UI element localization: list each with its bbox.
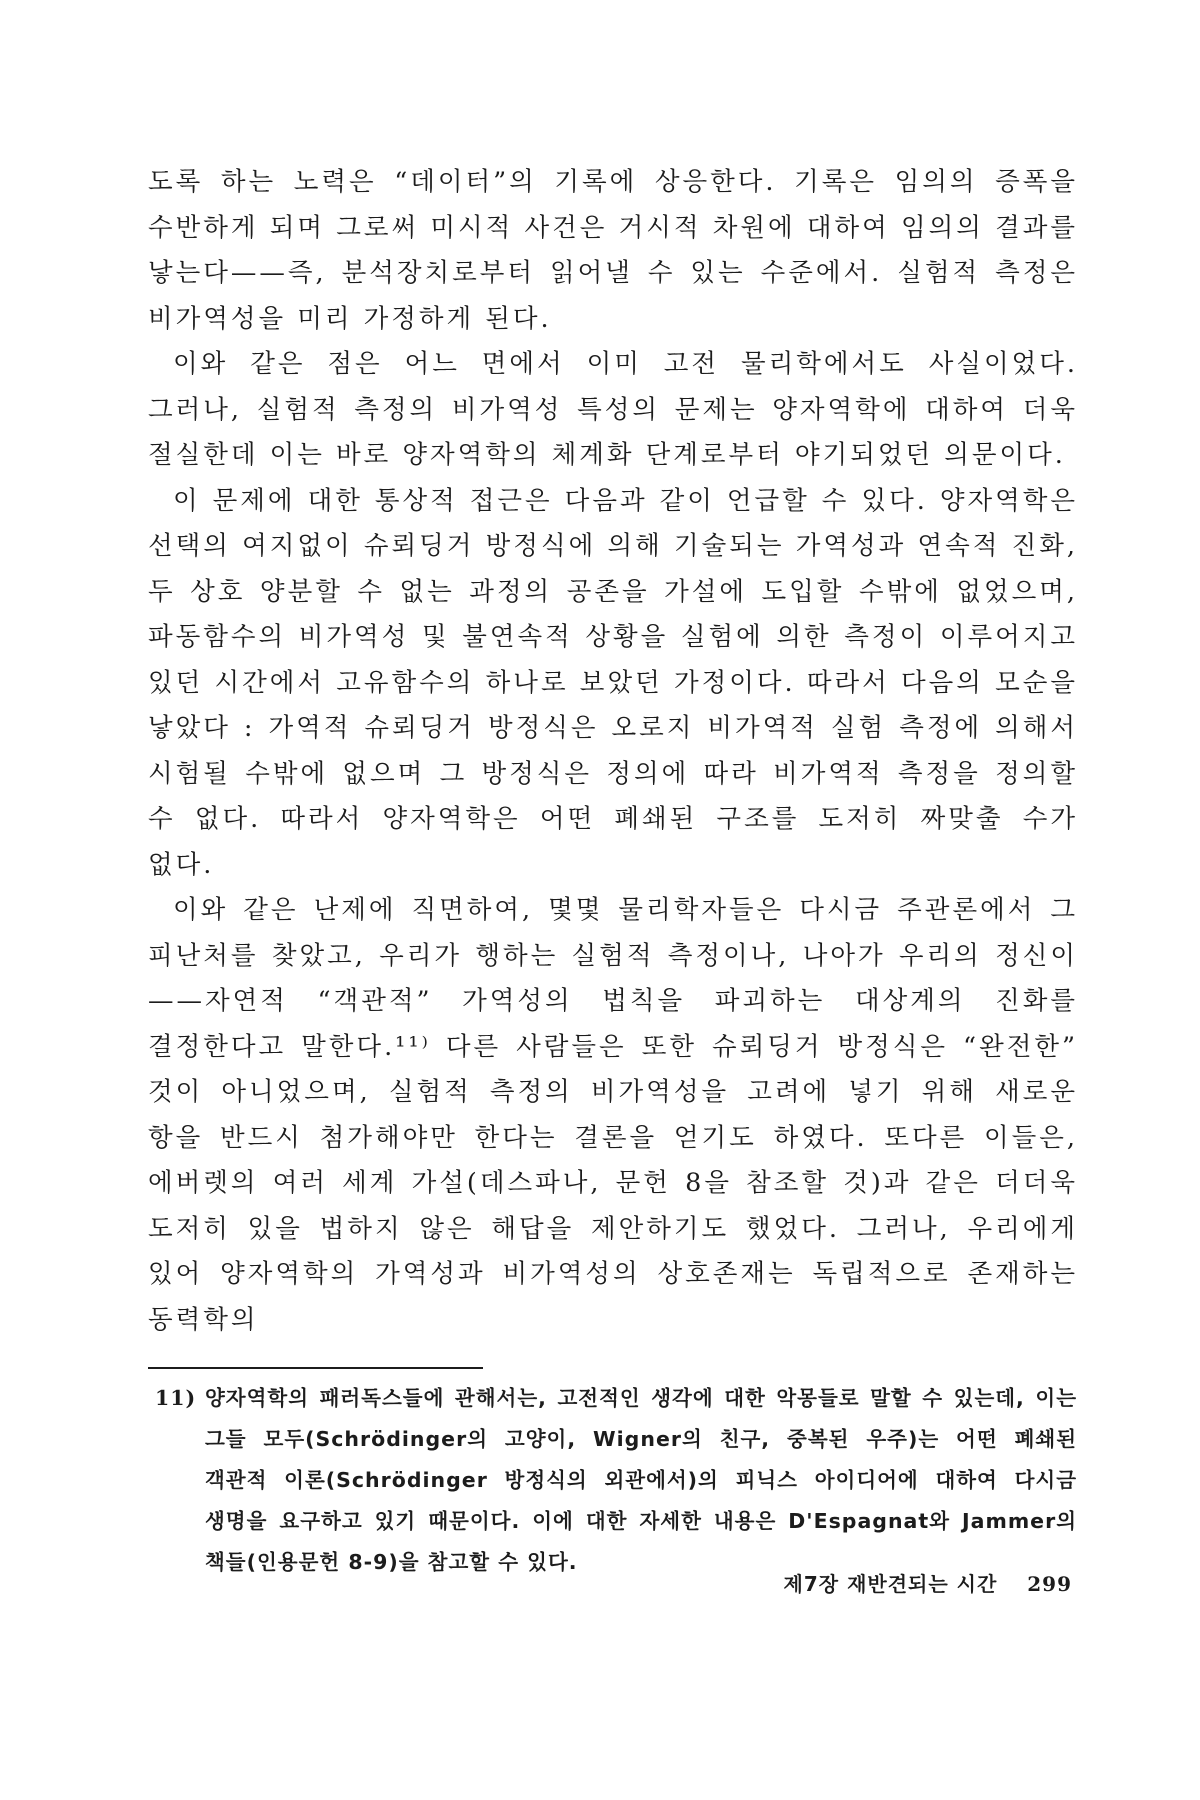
footnote	[155, 1378, 1077, 1583]
page-number: 299	[1027, 1572, 1072, 1596]
running-footer	[784, 1568, 1072, 1597]
body-paragraph-2: 이와 같은 점은 어느 면에서 이미 고전 물리학에서도 사실이었다. 그러나, 실험적 측정의 비가역성 특성의 문제는 양자역학에 대하여 더욱 절실한데 이는 바로 양자역학의 체계화 단계로부터 야기되었던 의문이다.	[148, 349, 1078, 470]
body-paragraph-3: 이 문제에 대한 통상적 접근은 다음과 같이 언급할 수 있다. 양자역학은 선택의 여지없이 슈뢰딩거 방정식에 의해 기술되는 가역성과 연속적 진화, 두 상호 양분할 수 없는 과정의 공존을 가설에 도입할 수밖에 없었으며, 파동함수의 비가역성 및 불연속적 상황을 실험에 의한 측정이 이루어지고 있던 시간에서 고유함수의 하나로 보았던 가정이다. 따라서 다음의 모순을 낳았다 : 가역적 슈뢰딩거 방정식은 오로지 비가역적 실험 측정에 의해서 시험될 수밖에 없으며 그 방정식은 정의에 따라 비가역적 측정을 정의할 수 없다. 따라서 양자역학은 어떤 폐쇄된 구조를 도저히 짜맞출 수가 없다.	[148, 485, 1078, 880]
body-paragraph-1: 도록 하는 노력은 “데이터”의 기록에 상응한다. 기록은 임의의 증폭을 수반하게 되며 그로써 미시적 사건은 거시적 차원에 대하여 임의의 결과를 낳는다——즉, 분석장치로부터 읽어낼 수 있는 수준에서. 실험적 측정은 비가역성을 미리 가정하게 된다.	[148, 167, 1078, 334]
body-paragraph-4: 이와 같은 난제에 직면하여, 몇몇 물리학자들은 다시금 주관론에서 그 피난처를 찾았고, 우리가 행하는 실험적 측정이나, 나아가 우리의 정신이 ——자연적 “객관적” 가역성의 법칙을 파괴하는 대상계의 진화를 결정한다고 말한다.¹¹⁾ 다른 사람들은 또한 슈뢰딩거 방정식은 “완전한” 것이 아니었으며, 실험적 측정의 비가역성을 고려에 넣기 위해 새로운 항을 반드시 첨가해야만 한다는 결론을 얻기도 하였다. 또다른 이들은, 에버렛의 여러 세계 가설(데스파나, 문헌 8을 참조할 것)과 같은 더더욱 도저히 있을 법하지 않은 해답을 제안하기도 했었다. 그러나, 우리에게 있어 양자역학의 가역성과 비가역성의 상호존재는 독립적으로 존재하는 동력학의	[148, 895, 1079, 1335]
main-text	[148, 160, 1078, 1343]
chapter-label: 제7장	[783, 1572, 840, 1596]
footnote-text: 양자역학의 패러독스들에 관해서는, 고전적인 생각에 대한 악몽들로 말할 수 있는데, 이는 그들 모두(Schrödinger의 고양이, Wigner의 친구, 중복된 우주)는 어떤 폐쇄된 객관적 이론(Schrödinger 방정식의 외관에서)의 피닉스 아이디어에 대하여 다시금 생명을 요구하고 있기 때문이다. 이에 대한 자세한 내용은 D'Espagnat와 Jammer의 책들(인용문헌 8-9)을 참고할 수 있다.	[205, 1386, 1077, 1574]
footnote-divider	[148, 1367, 483, 1369]
footnote-number: 11)	[155, 1386, 197, 1410]
chapter-title: 재반견되는 시간	[847, 1572, 998, 1596]
